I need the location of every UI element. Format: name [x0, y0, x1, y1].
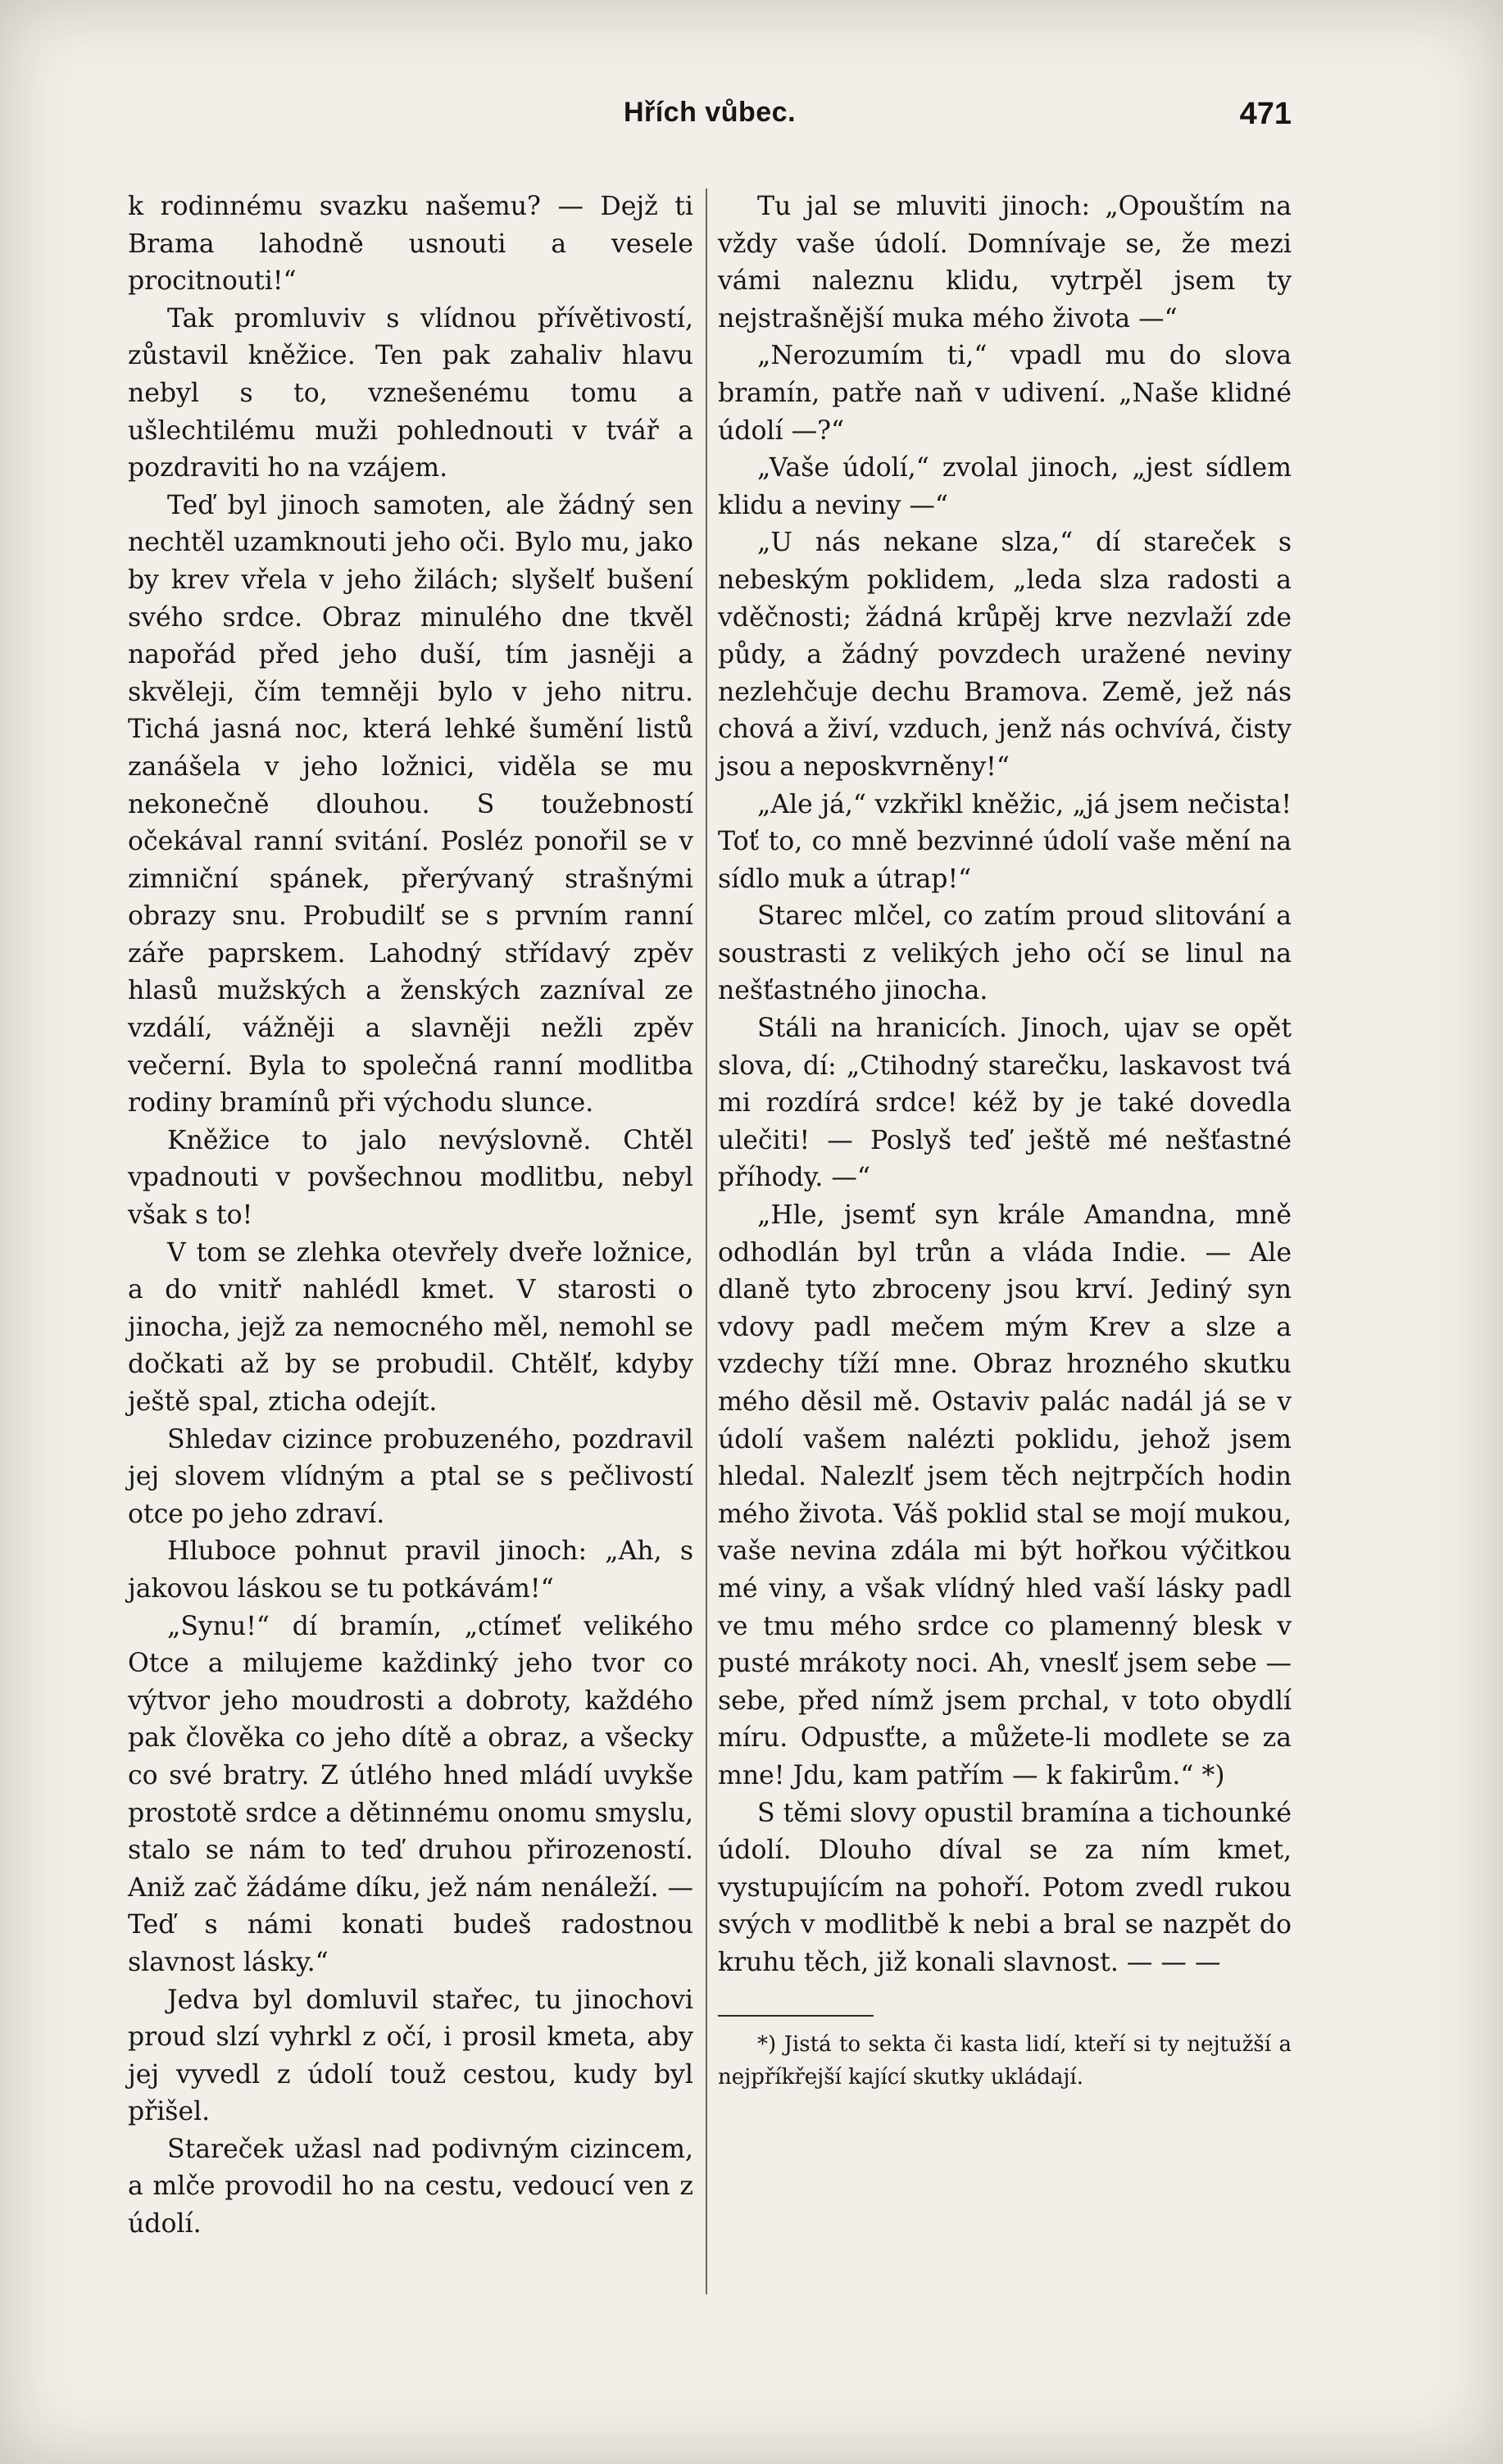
page-number: 471 — [1239, 97, 1292, 131]
right-column — [718, 188, 1292, 2094]
paragraph: S těmi slovy opustil bramína a tichounké údolí. Dlouho díval se za ním kmet, vystupujícím na pohoří. Potom zvedl rukou svých v modlitbě k nebi a bral se nazpět do kruhu těch, již konali slavnost. — — — — [718, 1798, 1292, 1977]
paragraph: Starec mlčel, co zatím proud slitování a soustrasti z velikých jeho očí se linul na nešťastného jinocha. — [718, 901, 1292, 1006]
paragraph: Jedva byl domluvil stařec, tu jinochovi proud slzí vyhrkl z očí, i prosil kmeta, aby jej vyvedl z údolí touž cestou, kudy byl přišel. — [128, 1985, 693, 2127]
paragraph: „Nerozumím ti,“ vpadl mu do slova bramín, patře naň v udivení. „Naše klidné údolí —?“ — [718, 341, 1292, 446]
paragraph: Stareček užasl nad podivným cizincem, a mlče provodil ho na cestu, vedoucí ven z údolí. — [128, 2134, 693, 2239]
paragraph: Teď byl jinoch samoten, ale žádný sen nechtěl uzamknouti jeho oči. Bylo mu, jako by krev vřela v jeho žilách; slyšelť bušení svého srdce. Obraz minulého dne tkvěl napořád před jeho duší, tím jasněji a skvěleji, čím temněji bylo v jeho nitru. Tichá jasná noc, která lehké šumění listů zanášela v jeho ložnici, viděla se mu nekonečně dlouhou. S toužebností očekával ranní svitání. Posléz ponořil se v zimniční spánek, přerývaný strašnými obrazy snu. Probudilť se s prvním ranní záře paprskem. Lahodný střídavý zpěv hlasů mužských a ženských zazníval ze vzdálí, vážněji a slavněji nežli zpěv večerní. Byla to společná ranní modlitba rodiny bramínů při východu slunce. — [128, 490, 693, 1119]
paragraph: „Ale já,“ vzkřikl kněžic, „já jsem nečista! Toť to, co mně bezvinné údolí vaše mění na sídlo muk a útrap!“ — [718, 789, 1292, 894]
paragraph: „Vaše údolí,“ zvolal jinoch, „jest sídlem klidu a neviny —“ — [718, 453, 1292, 520]
paragraph: „Synu!“ dí bramín, „ctímeť velikého Otce a milujeme každinký jeho tvor co výtvor jeho moudrosti a dobroty, každého pak člověka co jeho dítě a obraz, a všecky co své bratry. Z útlého hned mládí uvykše prostotě srdce a dětinnému onomu smyslu, stalo se nám to teď druhou přirozeností. Aniž zač žádáme díku, jež nám nenáleží. — Teď s námi konati budeš radostnou slavnost lásky.“ — [128, 1611, 693, 1977]
running-title: Hřích vůbec. — [623, 97, 797, 128]
paragraph: Tak promluviv s vlídnou přívětivostí, zůstavil kněžice. Ten pak zahaliv hlavu nebyl s to, vznešenému tomu a ušlechtilému muži pohlednouti v tvář a pozdraviti ho na vzájem. — [128, 303, 693, 483]
footnote-divider — [718, 2015, 874, 2017]
column-divider — [706, 188, 707, 2294]
paragraph: „U nás nekane slza,“ dí stareček s nebeským poklidem, „leda slza radosti a vděčnosti; žádná krůpěj krve nezvlaží zde půdy, a žádný povzdech uražené neviny nezlehčuje dechu Bramova. Země, jež nás chová a živí, vzduch, jenž nás ochvívá, čisty jsou a neposkvrněny!“ — [718, 528, 1292, 782]
paragraph: k rodinnému svazku našemu? — Dejž ti Brama lahodně usnouti a vesele procitnouti!“ — [128, 192, 693, 297]
paragraph: Hluboce pohnut pravil jinoch: „Ah, s jakovou láskou se tu potkávám!“ — [128, 1536, 693, 1604]
running-head — [128, 97, 1292, 146]
paragraph: V tom se zlehka otevřely dveře ložnice, a do vnitř nahlédl kmet. V starosti o jinocha, jejž za nemocného měl, nemohl se dočkati až by se probudil. Chtělť, kdyby ještě spal, zticha odejít. — [128, 1237, 693, 1417]
left-column — [128, 188, 693, 2244]
footnote: *) Jistá to sekta či kasta lidí, kteří si ty nejtužší a nejpříkřejší kající skutky ukládají. — [718, 2031, 1292, 2090]
paragraph: Shledav cizince probuzeného, pozdravil jej slovem vlídným a ptal se s pečlivostí otce po jeho zdraví. — [128, 1424, 693, 1529]
paragraph: Kněžice to jalo nevýslovně. Chtěl vpadnouti v povšechnou modlitbu, nebyl však s to! — [128, 1125, 693, 1231]
paragraph: „Hle, jsemť syn krále Amandna, mně odhodlán byl trůn a vláda Indie. — Ale dlaně tyto zbroceny jsou krví. Jediný syn vdovy padl mečem mým Krev a slze a vzdechy tíží mne. Obraz hrozného skutku mého děsil mě. Ostaviv palác nadál já se v údolí vašem nalézti poklidu, jehož jsem hledal. Nalezlť jsem těch nejtrpčích hodin mého života. Váš poklid stal se mojí mukou, vaše nevina zdála mi být hořkou výčitkou mé viny, a však vlídný hled vaší lásky padl ve tmu mého srdce co plamenný blesk v pusté mrákoty noci. Ah, vneslť jsem sebe — sebe, před nímž jsem prchal, v toto obydlí míru. Odpusťte, a můžete-li modlete se za mne! Jdu, kam patřím — k fakirům.“ *) — [718, 1200, 1292, 1790]
paragraph: Stáli na hranicích. Jinoch, ujav se opět slova, dí: „Ctihodný starečku, laskavost tvá mi rozdírá srdce! kéž by je také dovedla ulečiti! — Poslyš teď ještě mé nešťastné příhody. —“ — [718, 1014, 1292, 1193]
paragraph: Tu jal se mluviti jinoch: „Opouštím na vždy vaše údolí. Domnívaje se, že mezi vámi naleznu klidu, vytrpěl jsem ty nejstrašnější muka mého života —“ — [718, 192, 1292, 334]
